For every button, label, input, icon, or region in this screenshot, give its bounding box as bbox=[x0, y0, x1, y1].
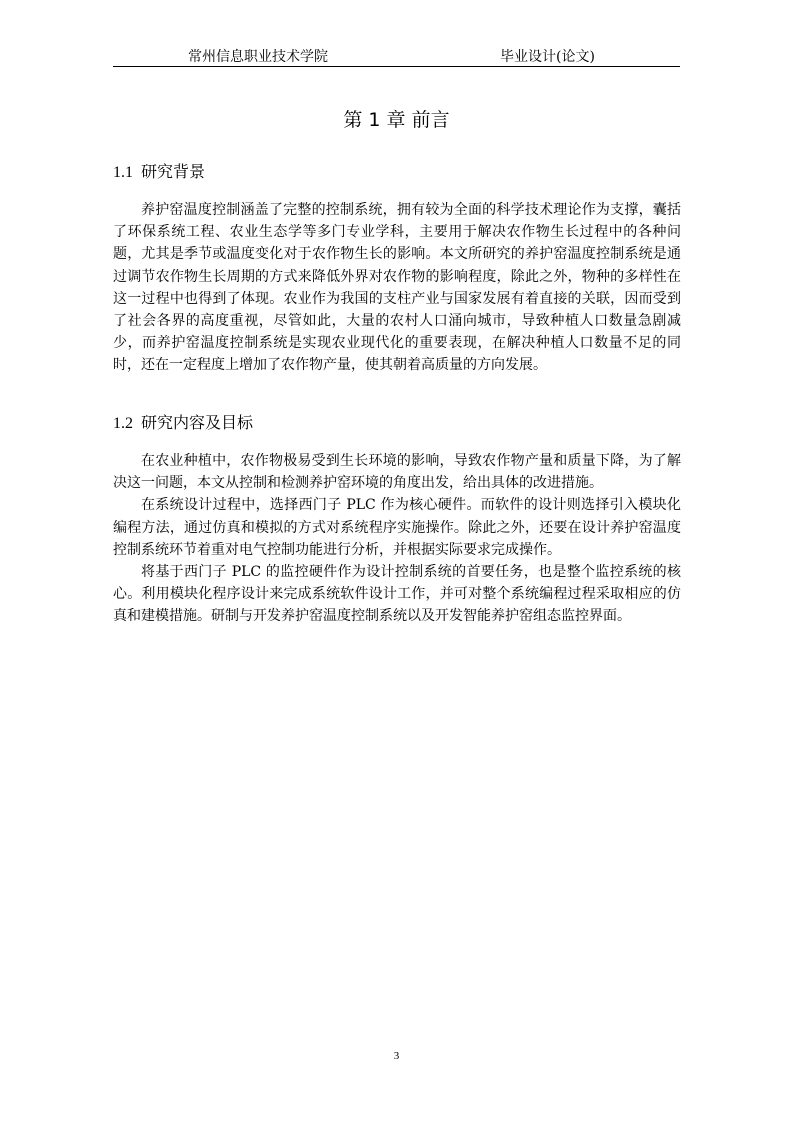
paragraph: 在农业种植中，农作物极易受到生长环境的影响，导致农作物产量和质量下降，为了解决这一问题，本文从控制和检测养护窑环境的角度出发，给出具体的改进措施。 bbox=[113, 453, 681, 492]
paragraph: 在系统设计过程中，选择西门子 PLC 作为核心硬件。而软件的设计则选择引入模块化编程方法，通过仿真和模拟的方式对系统程序实施操作。除此之外，还要在设计养护窑温度控制系统环节着重对电气控制功能进行分析，并根据实际要求完成操作。 bbox=[113, 497, 681, 558]
chapter-title: 第 1 章 前言 bbox=[343, 109, 450, 131]
section-heading-1-2 bbox=[113, 410, 253, 433]
header-divider bbox=[113, 66, 680, 67]
section-title-text: 研究背景 bbox=[141, 162, 206, 181]
page-number: 3 bbox=[393, 1050, 400, 1062]
header-school-name: 常州信息职业技术学院 bbox=[188, 49, 328, 65]
section-1-1-body bbox=[113, 199, 681, 377]
section-number: 1.2 bbox=[113, 415, 133, 432]
section-1-2-body bbox=[113, 450, 681, 628]
page-header bbox=[113, 46, 679, 66]
section-heading-1-1 bbox=[113, 159, 205, 182]
section-title-text: 研究内容及目标 bbox=[141, 413, 254, 432]
paragraph: 将基于西门子 PLC 的监控硬件作为设计控制系统的首要任务，也是整个监控系统的核心。利用模块化程序设计来完成系统软件设计工作，并可对整个系统编程过程采取相应的仿真和建模措施。研制与开发养护窑温度控制系统以及开发智能养护窑组态监控界面。 bbox=[113, 564, 681, 625]
header-document-type: 毕业设计(论文) bbox=[500, 49, 595, 65]
section-number: 1.1 bbox=[113, 164, 133, 181]
paragraph: 养护窑温度控制涵盖了完整的控制系统，拥有较为全面的科学技术理论作为支撑，囊括了环保系统工程、农业生态学等多门专业学科，主要用于解决农作物生长过程中的各种问题，尤其是季节或温度变化对于农作物生长的影响。本文所研究的养护窑温度控制系统是通过调节农作物生长周期的方式来降低外界对农作物的影响程度，除此之外，物种的多样性在这一过程中也得到了体现。农业作为我国的支柱产业与国家发展有着直接的关联，因而受到了社会各界的高度重视，尽管如此，大量的农村人口涌向城市，导致种植人口数量急剧减少，而养护窑温度控制系统是实现农业现代化的重要表现，在解决种植人口数量不足的同时，还在一定程度上增加了农作物产量，使其朝着高质量的方向发展。 bbox=[113, 202, 681, 374]
